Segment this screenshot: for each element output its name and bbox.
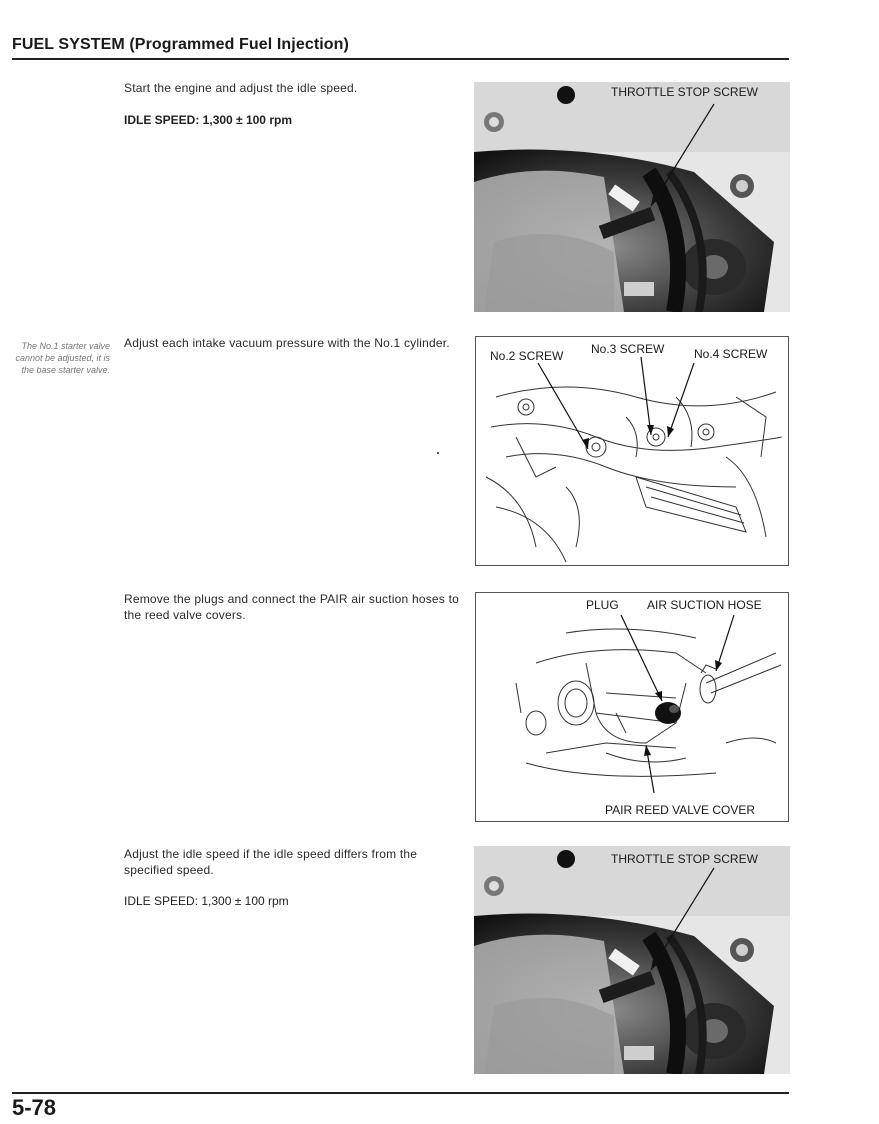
label-no3-screw: No.3 SCREW [591,342,665,356]
figure-throttle-stop-screw-2 [474,846,790,1074]
engine-photo-1 [474,82,790,312]
stray-dot [437,452,439,454]
header-rule [12,58,789,60]
label-no4-screw: No.4 SCREW [694,347,768,361]
reed-valve-line-drawing [476,593,788,821]
step-4-text: Adjust the idle speed if the idle speed differs from the specified speed. [124,847,418,877]
carb-line-drawing [476,337,788,565]
label-air-suction-hose: AIR SUCTION HOSE [647,598,762,612]
step-3-text: Remove the plugs and connect the PAIR air suction hoses to the reed valve covers. [124,592,459,622]
page-header-title: FUEL SYSTEM (Programmed Fuel Injection) [12,36,349,53]
label-throttle-stop-screw-2: THROTTLE STOP SCREW [611,852,758,866]
step-1-spec: IDLE SPEED: 1,300 ± 100 rpm [124,113,292,127]
side-note-starter-valve: The No.1 starter valve cannot be adjusted, it is the base starter valve. [15,341,110,375]
footer-rule [12,1092,789,1094]
page-number: 5-78 [12,1095,57,1120]
label-no2-screw: No.2 SCREW [490,349,564,363]
step-4-spec: IDLE SPEED: 1,300 ± 100 rpm [124,894,289,908]
step-2-text: Adjust each intake vacuum pressure with the No.1 cylinder. [124,336,450,350]
figure-adjust-screws [475,336,789,566]
label-plug: PLUG [586,598,619,612]
figure-throttle-stop-screw-1 [474,82,790,312]
step-1-text: Start the engine and adjust the idle speed. [124,81,358,95]
figure-pair-hose [475,592,789,822]
label-pair-reed-valve-cover: PAIR REED VALVE COVER [605,803,756,817]
engine-photo-2 [474,846,790,1074]
label-throttle-stop-screw-1: THROTTLE STOP SCREW [611,85,758,99]
